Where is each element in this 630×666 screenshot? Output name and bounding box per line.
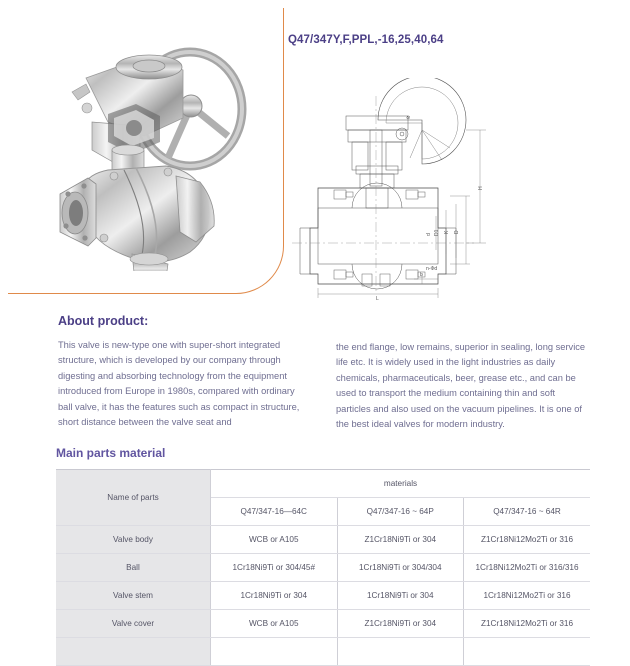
dim-label-D1: D1 bbox=[434, 229, 440, 236]
table-row bbox=[56, 610, 590, 638]
dim-label-L: L bbox=[376, 296, 379, 302]
header-model-p: Q47/347-16 ~ 64P bbox=[337, 498, 464, 526]
parts-material-table bbox=[56, 469, 590, 666]
dim-label-n-phi-d: n-Φd bbox=[426, 266, 438, 272]
main-parts-material-section bbox=[56, 446, 590, 666]
part-name: Ball bbox=[56, 554, 211, 582]
part-material-c: WCB or A105 bbox=[211, 526, 338, 554]
part-material-c: 1Cr18Ni9Ti or 304/45# bbox=[211, 554, 338, 582]
part-material-r: 1Cr18Ni12Mo2Ti or 316 bbox=[464, 582, 591, 610]
part-name: Valve stem bbox=[56, 582, 211, 610]
header-model-c: Q47/347-16—64C bbox=[211, 498, 338, 526]
table-row-partial-cutoff bbox=[56, 638, 590, 666]
dim-label-b: b bbox=[420, 272, 423, 278]
part-material-r: Z1Cr18Ni12Mo2Ti or 316 bbox=[464, 610, 591, 638]
part-material-p: 1Cr18Ni9Ti or 304 bbox=[337, 582, 464, 610]
product-hero-section bbox=[0, 0, 630, 300]
about-product-heading: About product: bbox=[58, 314, 149, 328]
dim-label-d: d bbox=[426, 233, 432, 236]
about-product-section bbox=[58, 314, 588, 432]
table-row bbox=[56, 526, 590, 554]
table-header-row-top bbox=[56, 470, 590, 498]
header-model-r: Q47/347-16 ~ 64R bbox=[464, 498, 591, 526]
part-name-cutoff bbox=[56, 638, 211, 666]
dim-label-H: H bbox=[478, 186, 484, 190]
part-material-r: Z1Cr18Ni12Mo2Ti or 316 bbox=[464, 526, 591, 554]
about-paragraph-right: the end flange, low remains, superior in sealing, long service life etc. It is widely used in the light industries as daily chemicals, pharmaceuticals, beer, grease etc., and can be used to transport the medium containing thin and soft particles and also used on the vacuum pipelines. It is one of the best ideal valves for modern industry. bbox=[336, 342, 586, 430]
valve-technical-drawing bbox=[290, 78, 590, 303]
part-material-p: Z1Cr18Ni9Ti or 304 bbox=[337, 526, 464, 554]
about-paragraph-left: This valve is new-type one with super-short integrated structure, which is developed by our company through digesting and absorbing technology from the equipment introduced from Europe in 1980s, compared with ordinary ball valve, it has the features such as compact in structure, short distance between the valve seat and bbox=[58, 340, 300, 428]
valve-product-photo bbox=[48, 26, 278, 271]
dim-label-D: D bbox=[454, 230, 460, 234]
dim-label-phi: Φ bbox=[405, 114, 413, 122]
part-name: Valve body bbox=[56, 526, 211, 554]
header-materials: materials bbox=[211, 470, 591, 498]
table-row bbox=[56, 582, 590, 610]
part-material-r: 1Cr18Ni12Mo2Ti or 316/316 bbox=[464, 554, 591, 582]
part-material-c: WCB or A105 bbox=[211, 610, 338, 638]
part-material-c: 1Cr18Ni9Ti or 304 bbox=[211, 582, 338, 610]
table-row bbox=[56, 554, 590, 582]
valve-body-graphic bbox=[60, 166, 214, 271]
page-title: Q47/347Y,F,PPL,-16,25,40,64 bbox=[288, 34, 444, 46]
part-material-p: 1Cr18Ni9Ti or 304/304 bbox=[337, 554, 464, 582]
dim-label-K: K bbox=[444, 230, 450, 234]
parts-table-heading: Main parts material bbox=[56, 446, 166, 460]
part-material-p: Z1Cr18Ni9Ti or 304 bbox=[337, 610, 464, 638]
header-name-of-parts: Name of parts bbox=[56, 470, 211, 526]
part-name: Valve cover bbox=[56, 610, 211, 638]
